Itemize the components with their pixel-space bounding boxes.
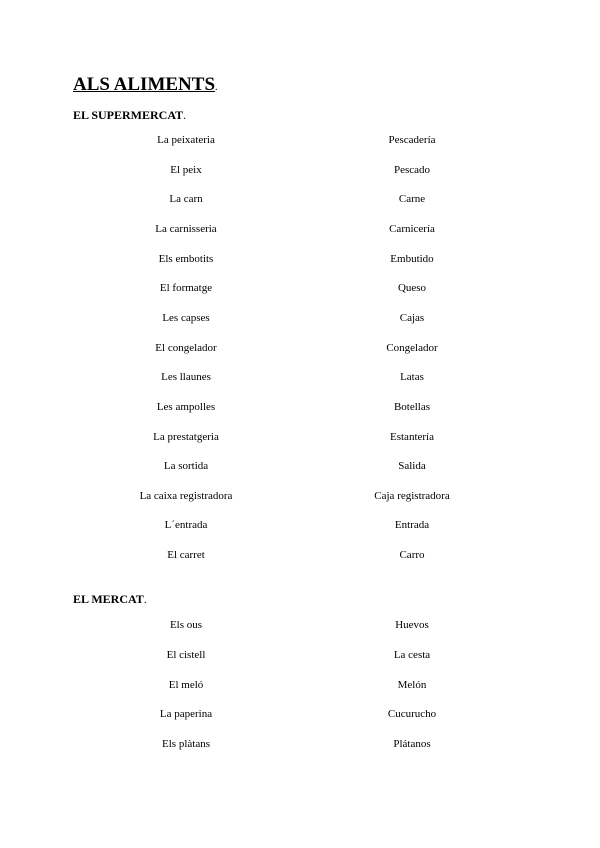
spanish-term: Estantería <box>390 430 434 443</box>
vocab-row <box>0 548 600 562</box>
spanish-term: Caja registradora <box>374 489 450 502</box>
page-title-punct: . <box>215 82 218 93</box>
vocab-row <box>0 518 600 532</box>
vocab-row <box>0 430 600 444</box>
vocab-row <box>0 281 600 295</box>
vocab-row <box>0 252 600 266</box>
vocab-row <box>0 133 600 147</box>
vocab-row <box>0 370 600 384</box>
vocab-row <box>0 163 600 177</box>
section-heading <box>73 592 147 606</box>
section-heading-text: EL MERCAT <box>73 592 144 606</box>
catalan-term: L´entrada <box>164 519 208 532</box>
spanish-term: Entrada <box>394 519 430 532</box>
page-title-text: ALS ALIMENTS <box>73 74 216 95</box>
spanish-term: Queso <box>397 282 427 295</box>
catalan-term: Els embotits <box>158 252 214 265</box>
catalan-term: La sortida <box>163 460 209 473</box>
section-heading-punct: . <box>183 108 187 122</box>
vocab-row <box>0 400 600 414</box>
vocab-row <box>0 459 600 473</box>
catalan-term: La prestatgeria <box>153 430 219 443</box>
vocab-row <box>0 618 600 632</box>
vocab-row <box>0 678 600 692</box>
catalan-term: Les ampolles <box>156 400 216 413</box>
vocab-row <box>0 311 600 325</box>
spanish-term: Salida <box>398 460 426 473</box>
page-title <box>73 74 218 99</box>
catalan-term: El cistell <box>166 648 206 661</box>
catalan-term: La paperina <box>159 708 213 721</box>
catalan-term: Els ous <box>169 619 203 631</box>
catalan-term: El formatge <box>159 282 213 295</box>
spanish-term: Cucurucho <box>387 708 437 721</box>
catalan-term: La carnisseria <box>155 222 217 235</box>
spanish-term: Embutido <box>390 252 434 265</box>
catalan-term: El meló <box>168 678 204 691</box>
spanish-term: Pescado <box>393 163 431 176</box>
catalan-term: Les capses <box>162 311 210 324</box>
catalan-term: Les llaunes <box>161 371 211 384</box>
catalan-term: La carn <box>169 193 203 206</box>
spanish-term: Carnicería <box>389 222 435 235</box>
spanish-term: Melón <box>397 678 427 691</box>
vocab-row <box>0 341 600 355</box>
spanish-term: Latas <box>400 371 424 384</box>
catalan-term: El congelador <box>155 341 217 354</box>
catalan-term: El carret <box>167 549 205 562</box>
catalan-term: La caixa registradora <box>139 489 233 502</box>
spanish-term: Botellas <box>393 400 431 413</box>
catalan-term: El peix <box>170 163 202 176</box>
spanish-term: Cajas <box>399 311 425 324</box>
section-heading-punct: . <box>143 592 147 606</box>
vocab-row <box>0 192 600 206</box>
vocab-row <box>0 489 600 503</box>
vocab-row <box>0 222 600 236</box>
catalan-term: La peixateria <box>157 134 215 146</box>
spanish-term: Pescadería <box>388 134 436 146</box>
spanish-term: La cesta <box>393 648 431 661</box>
vocab-row <box>0 648 600 662</box>
spanish-term: Carne <box>398 193 426 206</box>
spanish-term: Carro <box>399 549 425 562</box>
spanish-term: Huevos <box>395 619 429 631</box>
spanish-term: Plátanos <box>393 738 431 750</box>
vocab-row <box>0 737 600 751</box>
section-heading-text: EL SUPERMERCAT <box>73 108 184 122</box>
section-heading <box>73 108 186 122</box>
catalan-term: Els plàtans <box>162 738 210 750</box>
vocab-row <box>0 707 600 721</box>
spanish-term: Congelador <box>386 341 438 354</box>
